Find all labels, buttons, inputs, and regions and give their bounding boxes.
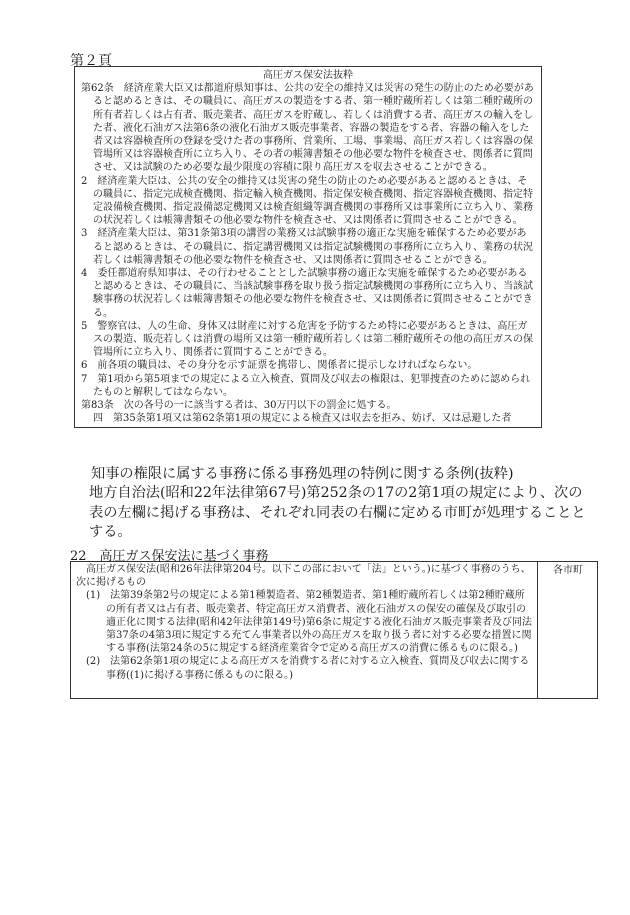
article-62-para-3: 3 経済産業大臣は、第31条第3項の講習の業務又は試験事務の適正な実施を確保するため必要があると認めるときは、その職員に、指定講習機関又は指定試験機関の事務所に立ち入り、業務の状況若しくは帳簿書類その他必要な物件を検査させ、又は関係者に質問させることができる。 <box>81 228 533 266</box>
ordinance-title: 知事の権限に属する事務に係る事務処理の特例に関する条例(抜粋) <box>91 466 514 482</box>
affairs-cell <box>71 562 538 699</box>
section-22-title: 22 高圧ガス保安法に基づく事務 <box>70 549 269 564</box>
article-62-para-4: 4 委任都道府県知事は、その行わせることとした試験事務の適正な実施を確保するため必要があると認めるときは、その職員に、当該試験事務を取り扱う指定試験機関の事務所に立ち入り、当該試験事務の状況若しくは帳簿書類その他必要な物件を検査させ、又は関係者に質問させることができる。 <box>81 268 533 319</box>
article-62-main: 第62条 経済産業大臣又は都道府県知事は、公共の安全の維持又は災害の発生の防止のため必要があると認めるときは、その職員に、高圧ガスの製造をする者、第一種貯蔵所若しくは第二種貯蔵所の所有者若しくは占有者、販売業者、高圧ガスを貯蔵し、若しくは消費する者、高圧ガスの輸入をした者、液化石油ガス法第6条の液化石油ガス販売事業者、容器の製造をする者、容器の輸入をした者又は容器検査所の登録を受けた者の事務所、営業所、工場、事業場、高圧ガス若しくは容器の保管場所又は容器検査所に立ち入り、その者の帳簿書類その他必要な物件を検査させ、関係者に質問させ、又は試験のため必要な最少限度の容積に限り高圧ガスを収去させることができる。 <box>81 83 534 174</box>
affairs-table <box>70 561 598 699</box>
affairs-lead: 高圧ガス保安法(昭和26年法律第204号。以下この部において「法」という。)に基づく事務のうち、次に掲げるもの <box>76 564 531 589</box>
affairs-item-2: (2) 法第62条第1項の規定による高圧ガスを消費する者に対する立入検査、質問及び収去に関する事務((1)に掲げる事務に係るものに限る。) <box>86 656 530 681</box>
article-62-para-7: 7 第1項から第5項までの規定による立入検査、質問及び収去の権限は、犯罪捜査のために認められたものと解釈してはならない。 <box>81 373 531 398</box>
article-83-item-4: 四 第35条第1項又は第62条第1項の規定による検査又は収去を拒み、妨げ、又は忌避した者 <box>93 413 512 425</box>
affairs-item-1: (1) 法第39条第2号の規定による第1種製造者、第2種製造者、第1種貯蔵所若しくは第2種貯蔵所の所有者又は占有者、販売業者、特定高圧ガス消費者、液化石油ガスの保安の確保及び取引の適正化に関する法律(昭和42年法律第149号)第6条に規定する液化石油ガス販売事業者及び同法第37条の4第3項に規定する充てん事業者以外の高圧ガスを取り扱う者に対する必要な措置に関する事務(法第24条の5に規定する経済産業省令で定める高圧ガスの消費に係るものに限る。) <box>86 590 532 655</box>
law-excerpt-box <box>74 66 542 428</box>
page-number: 第２頁 <box>70 53 112 69</box>
article-62-para-2: 2 経済産業大臣は、公共の安全の維持又は災害の発生の防止のため必要があると認めるときは、その職員に、指定完成検査機関、指定輸入検査機関、指定保安検査機関、指定容器検査機関、指定特定設備検査機関、指定設備認定機関又は検査組織等調査機関の事務所又は事業所に立ち入り、業務の状況若しくは帳簿書類その他必要な物件を検査させ、又は関係者に質問させることができる。 <box>81 175 533 227</box>
table-row <box>71 562 598 699</box>
article-62-para-5: 5 警察官は、人の生命、身体又は財産に対する危害を予防するため特に必要があるときは、高圧ガスの製造、販売若しくは消費の場所又は第一種貯蔵所若しくは第二種貯蔵所その他の高圧ガスの保管場所に立ち入り、関係者に質問することができる。 <box>81 320 533 359</box>
article-62-para-6: 6 前各項の職員は、その身分を示す証票を携帯し、関係者に提示しなければならない。 <box>81 360 478 372</box>
excerpt-title: 高圧ガス保安法抜粋 <box>263 70 353 81</box>
municipality-cell: 各市町 <box>538 562 598 699</box>
article-83: 第83条 次の各号の一に該当する者は、30万円以下の罰金に処する。 <box>81 400 397 412</box>
ordinance-text: 地方自治法(昭和22年法律第67号)第252条の17の2第1項の規定により、次の表の左欄に掲げる事務は、それぞれ同表の右欄に定める市町が処理することとする。 <box>89 485 586 540</box>
